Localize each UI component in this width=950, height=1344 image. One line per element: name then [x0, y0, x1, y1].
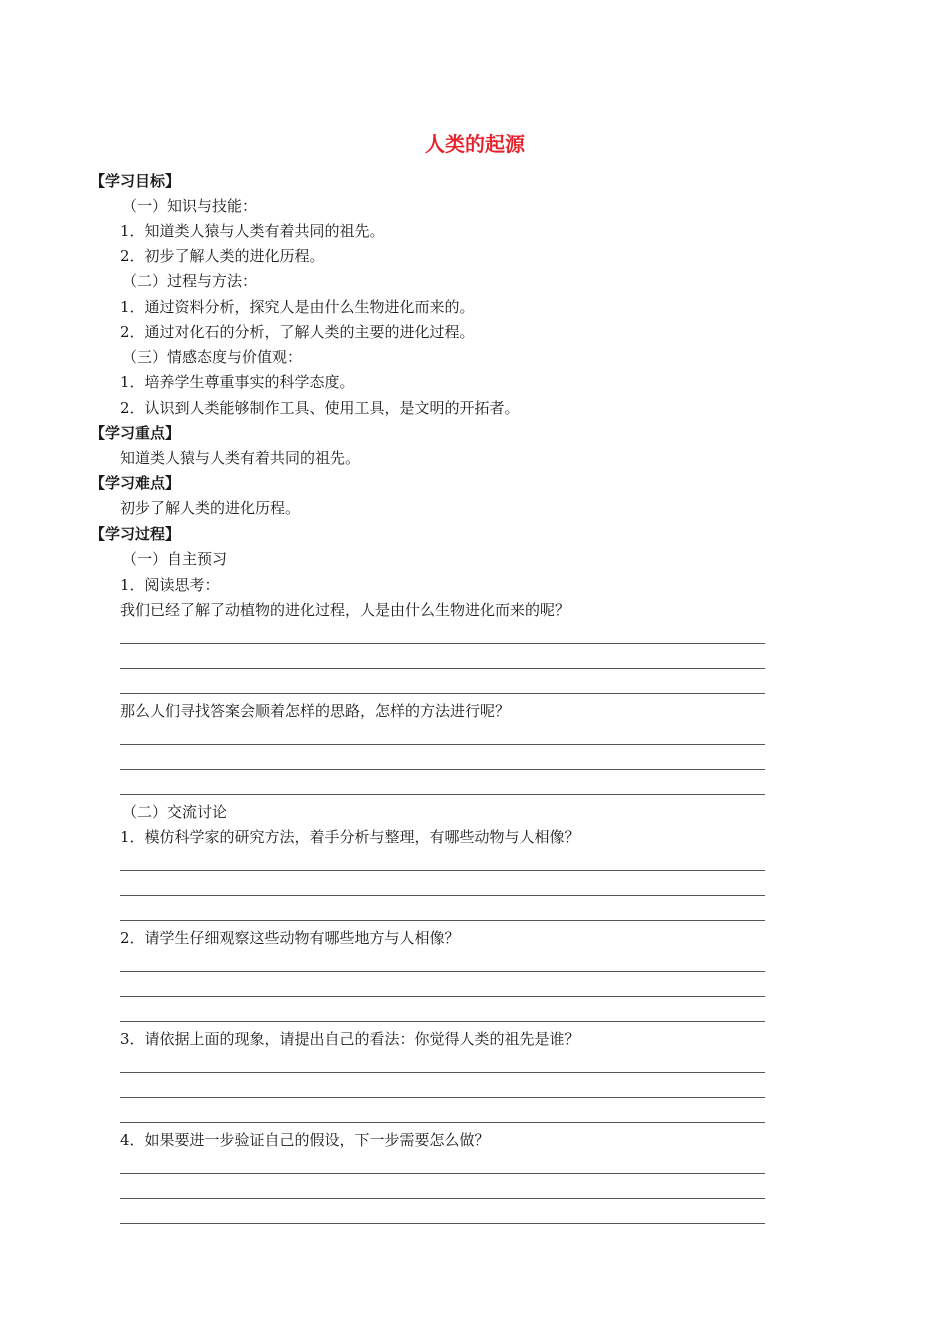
answer-line[interactable] — [120, 1223, 765, 1224]
page-title: 人类的起源 — [425, 132, 525, 156]
answer-line[interactable] — [120, 668, 765, 669]
answer-line[interactable] — [120, 996, 765, 997]
answer-line[interactable] — [120, 1173, 765, 1174]
question-text: 4．如果要进一步验证自己的假设，下一步需要怎么做？ — [120, 1131, 490, 1149]
question-text: 那么人们寻找答案会顺着怎样的思路，怎样的方法进行呢？ — [120, 702, 511, 720]
difficulty-text: 初步了解人类的进化历程。 — [120, 499, 301, 517]
process-method-item: 2．通过对化石的分析，了解人类的主要的进化过程。 — [120, 323, 475, 341]
process-method-item: 1．通过资料分析，探究人是由什么生物进化而来的。 — [120, 298, 475, 316]
answer-line[interactable] — [120, 895, 765, 896]
knowledge-label: （一）知识与技能： — [122, 197, 258, 215]
attitude-item: 2．认识到人类能够制作工具、使用工具，是文明的开拓者。 — [120, 399, 520, 417]
discussion-label: （二）交流讨论 — [122, 803, 228, 821]
attitude-item: 1．培养学生尊重事实的科学态度。 — [120, 373, 355, 391]
answer-line[interactable] — [120, 769, 765, 770]
key-point-heading: 【学习重点】 — [90, 424, 181, 442]
answer-line[interactable] — [120, 870, 765, 871]
answer-line[interactable] — [120, 920, 765, 921]
question-text: 2．请学生仔细观察这些动物有哪些地方与人相像？ — [120, 929, 460, 947]
answer-line[interactable] — [120, 1097, 765, 1098]
key-point-text: 知道类人猿与人类有着共同的祖先。 — [120, 449, 361, 467]
answer-line[interactable] — [120, 1198, 765, 1199]
answer-line[interactable] — [120, 693, 765, 694]
process-heading: 【学习过程】 — [90, 525, 181, 543]
preview-label: （一）自主预习 — [122, 550, 228, 568]
preview-item: 1．阅读思考： — [120, 576, 220, 594]
answer-line[interactable] — [120, 794, 765, 795]
knowledge-item: 1．知道类人猿与人类有着共同的祖先。 — [120, 222, 385, 240]
attitude-label: （三）情感态度与价值观： — [122, 348, 303, 366]
question-text: 3．请依据上面的现象，请提出自己的看法：你觉得人类的祖先是谁？ — [120, 1030, 580, 1048]
process-method-label: （二）过程与方法： — [122, 272, 258, 290]
question-text: 1．模仿科学家的研究方法，着手分析与整理，有哪些动物与人相像？ — [120, 828, 580, 846]
answer-line[interactable] — [120, 971, 765, 972]
answer-line[interactable] — [120, 1122, 765, 1123]
answer-line[interactable] — [120, 1072, 765, 1073]
objectives-heading: 【学习目标】 — [90, 172, 181, 190]
answer-line[interactable] — [120, 744, 765, 745]
difficulty-heading: 【学习难点】 — [90, 474, 181, 492]
question-text: 我们已经了解了动植物的进化过程，人是由什么生物进化而来的呢？ — [120, 601, 571, 619]
knowledge-item: 2．初步了解人类的进化历程。 — [120, 247, 325, 265]
answer-line[interactable] — [120, 643, 765, 644]
answer-line[interactable] — [120, 1021, 765, 1022]
